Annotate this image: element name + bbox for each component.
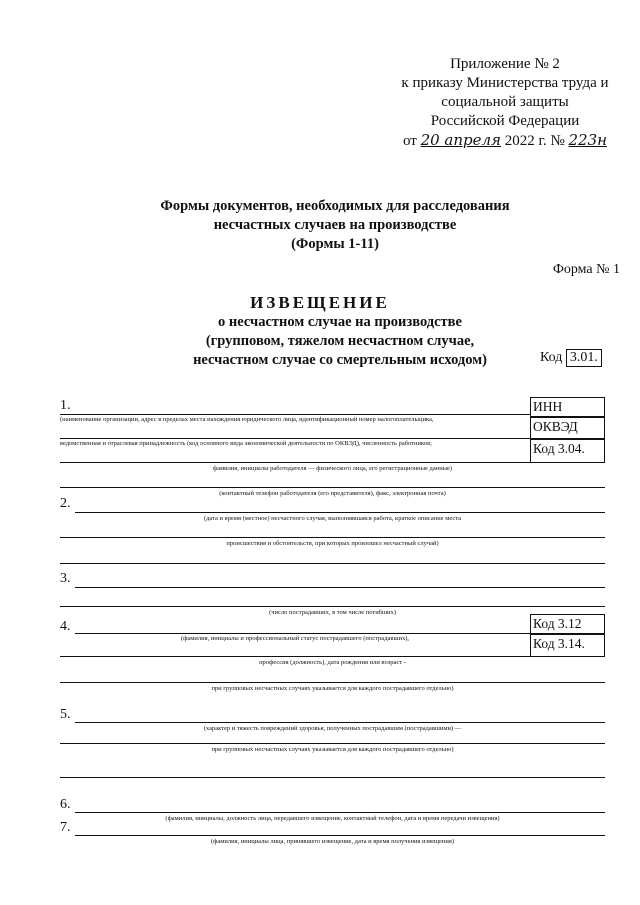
caption-5b: при групповых несчастных случаях указывается для каждого пострадавшего отдельно) bbox=[211, 746, 454, 753]
section-2-line-2 bbox=[60, 537, 605, 538]
caption-2a: (дата и время (местное) несчастного случая, выполнявшаяся работа, краткое описание места bbox=[203, 515, 462, 522]
notice-code bbox=[540, 349, 602, 367]
subtitle-line2: (групповом, тяжелом несчастном случае, bbox=[205, 333, 475, 349]
handwritten-number: 223н bbox=[568, 131, 608, 149]
caption-5a: (характер и тяжесть повреждений здоровья, полученных пострадавшим (пострадавшими) — bbox=[203, 725, 462, 732]
code-label: Код bbox=[540, 350, 563, 365]
section-6-number: 6. bbox=[60, 797, 71, 812]
appendix-line2: к приказу Министерства труда и bbox=[401, 75, 609, 91]
section-3-number: 3. bbox=[60, 571, 71, 586]
section-1-line bbox=[60, 414, 530, 415]
appendix-block bbox=[380, 55, 630, 151]
appendix-date-line bbox=[380, 131, 630, 151]
code-312-box: Код 3.12 bbox=[530, 614, 605, 634]
section-5-line bbox=[75, 722, 605, 723]
section-5-number: 5. bbox=[60, 707, 71, 722]
appendix-line4: Российской Федерации bbox=[430, 113, 580, 129]
section-4-line-3 bbox=[60, 682, 605, 683]
notice-title: ИЗВЕЩЕНИЕ bbox=[250, 293, 390, 312]
caption-4c: при групповых несчастных случаях указывается для каждого пострадавшего отдельно) bbox=[211, 685, 454, 692]
section-3-line-2 bbox=[60, 606, 605, 607]
year-label: 2022 г. № bbox=[504, 133, 565, 149]
section-5-line-3 bbox=[60, 777, 605, 778]
caption-1a: (наименование организации, адрес в пределах места нахождения юридического лица, идентификационный номер налогоплательщика, bbox=[60, 416, 434, 423]
section-3-line bbox=[75, 587, 605, 588]
caption-4a: (фамилия, инициалы и профессиональный статус пострадавшего (пострадавших), bbox=[181, 635, 409, 642]
title-line1: Формы документов, необходимых для расследования bbox=[160, 198, 510, 214]
section-4-number: 4. bbox=[60, 619, 71, 634]
appendix-line1: Приложение № 2 bbox=[450, 56, 560, 72]
document-title bbox=[100, 197, 570, 254]
code-314-box: Код 3.14. bbox=[530, 634, 605, 657]
title-line2: несчастных случаев на производстве bbox=[213, 217, 457, 233]
section-1-number: 1. bbox=[60, 398, 71, 413]
caption-1d: (контактный телефон работодателя (его представителя), факс, электронная почта) bbox=[219, 490, 446, 497]
section-4-line-2 bbox=[60, 656, 605, 657]
section-4-line bbox=[75, 633, 530, 634]
section-6-line bbox=[75, 812, 605, 813]
code-304-box: Код 3.04. bbox=[530, 439, 605, 463]
subtitle-line3: несчастном случае со смертельным исходом) bbox=[193, 352, 487, 368]
section-1-line-2 bbox=[60, 438, 530, 439]
handwritten-date: 20 апреля bbox=[420, 131, 501, 149]
section-2-line bbox=[75, 512, 605, 513]
okved-box: ОКВЭД bbox=[530, 417, 605, 439]
inn-box: ИНН bbox=[530, 397, 605, 417]
caption-1b: ведомственная и отраслевая принадлежность (код основного вида экономической деятельности по ОКВЭД), численность работников; bbox=[60, 440, 432, 447]
section-5-line-2 bbox=[60, 743, 605, 744]
caption-3: (число пострадавших, в том числе погибших) bbox=[269, 609, 396, 616]
caption-7: (фамилия, инициалы лица, принявшего извещение, дата и время получения извещения) bbox=[211, 838, 454, 845]
subtitle-line1: о несчастном случае на производстве bbox=[218, 314, 462, 330]
section-1-line-4 bbox=[60, 487, 605, 488]
notice-subtitle bbox=[150, 313, 530, 370]
appendix-line3: социальной защиты bbox=[441, 94, 569, 110]
section-2-number: 2. bbox=[60, 496, 71, 511]
form-number: Форма № 1 bbox=[552, 262, 620, 277]
section-1-line-3 bbox=[60, 462, 605, 463]
section-7-line bbox=[75, 835, 605, 836]
code-value-box: 3.01. bbox=[566, 349, 602, 367]
caption-6: (фамилия, инициалы, должность лица, передавшего извещение, контактный телефон, дата и время передачи извещения) bbox=[165, 815, 500, 822]
caption-1c: фамилия, инициалы работодателя — физического лица, его регистрационные данные) bbox=[212, 465, 453, 472]
section-2-line-3 bbox=[60, 563, 605, 564]
title-line3: (Формы 1-11) bbox=[291, 236, 379, 252]
date-prefix: от bbox=[402, 133, 417, 149]
caption-4b: профессия (должность), дата рождения или возраст - bbox=[259, 659, 406, 666]
caption-2b: происшествия и обстоятельств, при которых произошел несчастный случай) bbox=[226, 540, 439, 547]
section-7-number: 7. bbox=[60, 820, 71, 835]
